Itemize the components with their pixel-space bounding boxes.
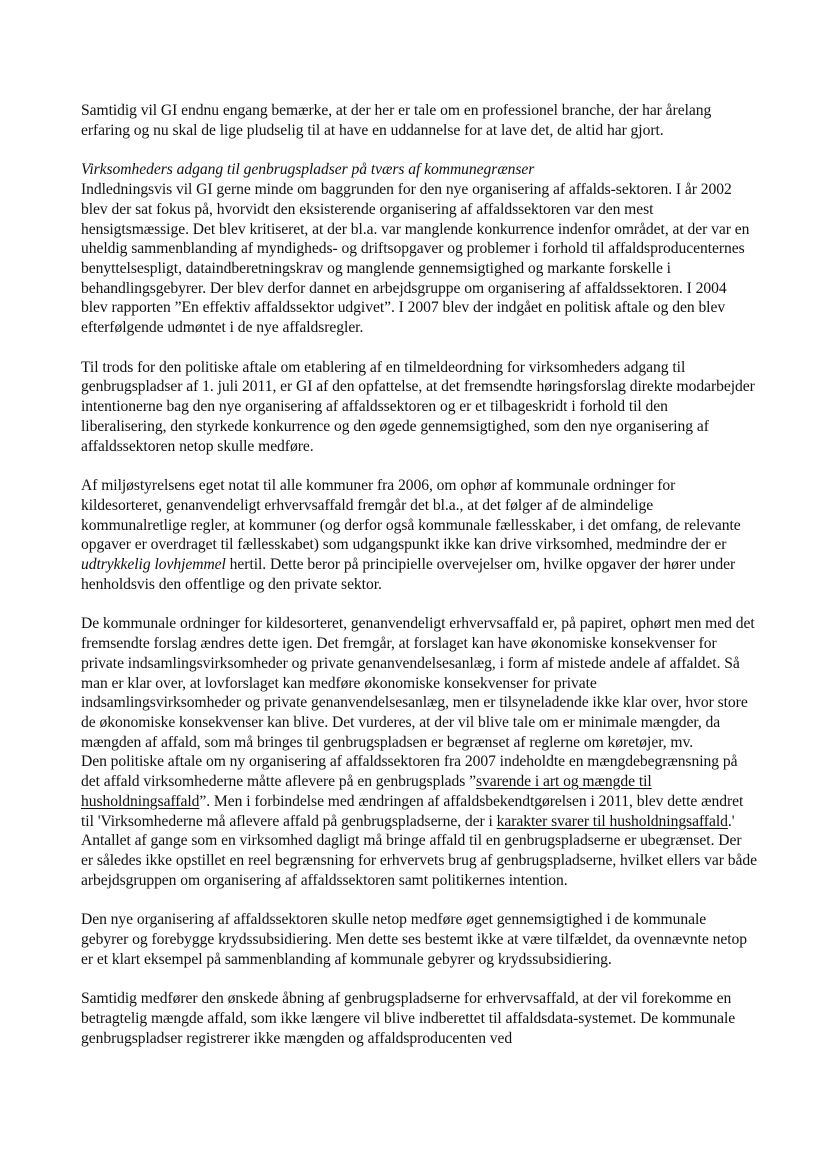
document-page: [81, 101, 757, 1069]
paragraph-political-agreement: [81, 358, 757, 457]
paragraph-background: [81, 160, 757, 337]
paragraph-ministry-note: [81, 476, 757, 594]
paragraph-text: ”. Men i forbindelse med ændringen af affaldsbekendtgørelsen i 2011, blev dette ændret til 'Virksomhederne må aflevere affald på genbrugspladserne, der i: [81, 792, 744, 830]
paragraph-text: Indledningsvis vil GI gerne minde om baggrunden for den nye organisering af affalds-sektoren. I år 2002 blev der sat fokus på, hvorvidt den eksisterende organisering af affaldssektoren var den mest hensigtsmæssige. Det blev kritiseret, at der bl.a. var manglende konkurrence indenfor området, at der var en uheldig sammenblanding af myndigheds- og driftsopgaver og problemer i forhold til affaldsproducenternes benyttelsespligt, dataindberetningskrav og manglende gennemsigtighed og markante forskelle i behandlingsgebyrer. Der blev derfor dannet en arbejdsgruppe om organisering af affaldssektoren. I 2004 blev rapporten ”En effektiv affaldssektor udgivet”. I 2007 blev der indgået en politisk aftale og den blev efterfølgende udmøntet i de nye affaldsregler.: [81, 181, 750, 337]
paragraph-intro: [81, 101, 757, 140]
underlined-quote: svarende i art og mængde til husholdningsaffald: [81, 773, 652, 810]
paragraph-quantity-limit: [81, 752, 757, 890]
paragraph-text: De kommunale ordninger for kildesorteret, genanvendeligt erhvervsaffald er, på papiret, ophørt men med det fremsendte forslag ændres dette igen. Det fremgår, at forslaget kan have økonomiske konsekvenser for private indsamlingsvirksomheder og private genanvendelsesanlæg, i form af mistede andele af affaldet. Så man er klar over, at lovforslaget kan medføre økonomiske konsekvenser for private indsamlingsvirksomheder og private genanvendelsesanlæg, men er tilsyneladende ikke klar over, hvor store de økonomiske konsekvenser kan blive. Det vurderes, at der vil blive tale om er minimale mængder, da mængden af affald, som må bringes til genbrugspladsen er begrænset af reglerne om køretøjer, mv.: [81, 615, 755, 751]
paragraph-opening: [81, 989, 757, 1048]
paragraph-text: Samtidig medfører den ønskede åbning af genbrugspladserne for erhvervsaffald, at der vil forekomme en betragtelig mængde affald, som ikke længere vil blive indberettet til affaldsdata-systemet. De kommunale genbrugspladser registrerer ikke mængden og affaldsproducenten ved: [81, 990, 736, 1047]
paragraph-text: .' Antallet af gange som en virksomhed dagligt må bringe affald til en genbrugspladserne er ubegrænset. Der er således ikke opstillet en reel begrænsning for erhvervets brug af genbrugspladserne, hvilket ellers var både arbejdsgruppen om organisering af affaldssektoren samt politikernes intention.: [81, 812, 758, 889]
paragraph-text: Den nye organisering af affaldssektoren skulle netop medføre øget gennemsigtighed i de kommunale gebyrer og forebygge krydssubsidiering. Men dette ses bestemt ikke at være tilfældet, da ovennævnte netop er et klart eksempel på sammenblanding af kommunale gebyrer og krydssubsidiering.: [81, 911, 747, 968]
paragraph-municipal-schemes: [81, 614, 757, 752]
paragraph-text: Den politiske aftale om ny organisering af affaldssektoren fra 2007 indeholdte en mængdebegrænsning på det affald virksomhederne måtte aflevere på en genbrugsplads ”: [81, 753, 738, 791]
paragraph-text: Samtidig vil GI endnu engang bemærke, at der her er tale om en professionel branche, der har årelang erfaring og nu skal de lige pludselig til at have en uddannelse for at lave det, de altid har gjort.: [81, 102, 712, 139]
paragraph-transparency: [81, 910, 757, 969]
underlined-quote: karakter svarer til husholdningsaffald: [496, 812, 728, 830]
section-heading: Virksomheders adgang til genbrugspladser på tværs af kommunegrænser: [81, 161, 535, 179]
paragraph-text: Til trods for den politiske aftale om etablering af en tilmeldeordning for virksomheders adgang til genbrugspladser af 1. juli 2011, er GI af den opfattelse, at det fremsendte høringsforslag direkte modarbejder intentionerne bag den nye organisering af affaldssektoren og er et tilbageskridt i forhold til den liberalisering, den styrkede konkurrence og den øgede gennemsigtighed, som den nye organisering af affaldssektoren netop skulle medføre.: [81, 358, 755, 455]
emphasis-text: udtrykkelig lovhjemmel: [81, 556, 226, 574]
paragraph-text: Af miljøstyrelsens eget notat til alle kommuner fra 2006, om ophør af kommunale ordninger for kildesorteret, genanvendeligt erhvervsaffald fremgår det bl.a., at det følger af de almindelige kommunalretlige regler, at kommuner (og derfor også kommunale fællesskaber, i det omfang, de relevante opgaver er overdraget til fællesskabet) som udgangspunkt ikke kan drive virksomhed, medmindre der er: [81, 477, 741, 554]
paragraph-text: hertil. Dette beror på principielle overvejelser om, hvilke opgaver der hører under henholdsvis den offentlige og den private sektor.: [81, 556, 736, 593]
